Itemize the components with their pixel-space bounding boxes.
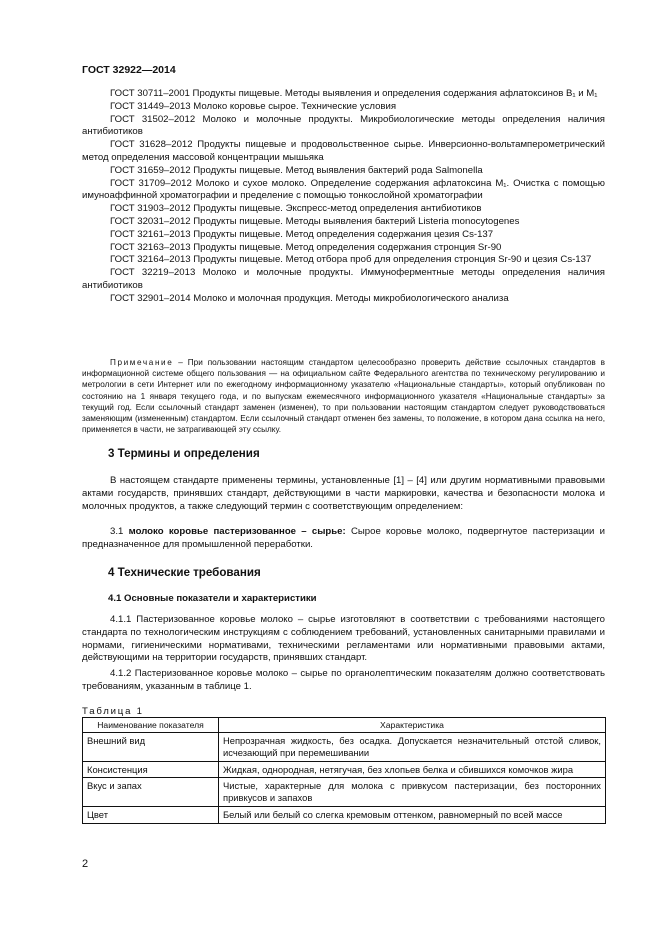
table-row <box>83 733 606 762</box>
reference-item: ГОСТ 32219–2013 Молоко и молочные продукты. Иммуноферментные методы определения наличия антибиотиков <box>82 267 605 291</box>
term-number: 3.1 <box>110 526 129 537</box>
term-definition: Сырое коровье молоко, подвергнутое пастеризации и предназначенное для промышленной переработки. <box>82 526 605 550</box>
normative-references <box>82 88 605 306</box>
reference-item: ГОСТ 31709–2012 Молоко и сухое молоко. Определение содержания афлатоксина M₁. Очистка с помощью имуноаффинной хроматографии и пределение с помощью тонкослойной хроматографии <box>82 177 605 202</box>
table-caption: Таблица 1 <box>82 706 144 717</box>
term-name: молоко коровье пастеризованное – сырье: <box>128 526 346 537</box>
section-3-title: 3 Термины и определения <box>108 447 260 460</box>
indicator-cell: Цвет <box>83 806 219 823</box>
note-text: – При пользовании настоящим стандартом целесообразно проверить действие ссылочных стандартов в информационной системе общего пользования — на официальном сайте Федерального агентства по техническому регулированию и метрологии в сети Интернет или по ежегодному информационному указателю «Национальные стандарты», который опубликован по состоянию на 1 января текущего года, и по выпускам ежемесячного информационного указателя «Национальные стандарты» за текущий год. Если ссылочный стандарт заменен (изменен), то при пользовании настоящим стандартом следует руководствоваться заменяющим (измененным) стандартом. Если ссылочный стандарт отменен без замены, то положение, в котором дана ссылка на него, применяется в части, не затрагивающей эту ссылку. <box>82 358 605 435</box>
reference-item: ГОСТ 31659–2012 Продукты пищевые. Метод выявления бактерий рода Salmonella <box>110 164 483 176</box>
page-number: 2 <box>82 858 89 870</box>
characteristic-cell: Чистые, характерные для молока с привкусом пастеризации, без посторонних привкусов и запахов <box>219 778 606 807</box>
column-header-characteristic: Характеристика <box>219 718 606 733</box>
reference-item: ГОСТ 31628–2012 Продукты пищевые и продовольственное сырье. Инверсионно-вольтамперометрический метод определения массовой концентрации мышьяка <box>82 139 605 163</box>
table-row <box>83 806 606 823</box>
reference-item: ГОСТ 31502–2012 Молоко и молочные продукты. Микробиологические методы определения наличия антибиотиков <box>82 113 605 138</box>
reference-item: ГОСТ 32164–2013 Продукты пищевые. Метод отбора проб для определения стронция Sr-90 и цезия Cs-137 <box>110 254 592 266</box>
reference-item: ГОСТ 32163–2013 Продукты пищевые. Метод определения содержания стронция Sr-90 <box>110 241 502 253</box>
page-header: ГОСТ 32922—2014 <box>82 64 176 76</box>
indicator-cell: Консистенция <box>83 761 219 778</box>
note-paragraph <box>82 357 605 435</box>
table-row <box>83 778 606 807</box>
indicator-cell: Внешний вид <box>83 733 219 762</box>
section-4-title: 4 Технические требования <box>108 566 261 579</box>
indicator-cell: Вкус и запах <box>83 778 219 807</box>
subsection-4-1-title: 4.1 Основные показатели и характеристики <box>108 593 317 604</box>
note-label: Примечание <box>110 358 174 367</box>
reference-item: ГОСТ 31449–2013 Молоко коровье сырое. Технические условия <box>110 100 397 112</box>
characteristic-cell: Белый или белый со слегка кремовым оттенком, равномерный по всей массе <box>219 806 606 823</box>
reference-item: ГОСТ 31903–2012 Продукты пищевые. Экспресс-метод определения антибиотиков <box>110 203 482 215</box>
table-header-row <box>83 718 606 733</box>
clause-4-1-2: 4.1.2 Пастеризованное коровье молоко – сырье по органолептическим показателям должно соответствовать требованиям, указанным в таблице 1. <box>82 668 605 692</box>
term-3-1 <box>82 526 605 552</box>
characteristic-cell: Жидкая, однородная, нетягучая, без хлопьев белка и сбившихся комочков жира <box>219 761 606 778</box>
reference-item: ГОСТ 32031–2012 Продукты пищевые. Методы выявления бактерий Listeria monocytogenes <box>110 215 520 227</box>
reference-item: ГОСТ 32161–2013 Продукты пищевые. Метод определения содержания цезия Cs-137 <box>110 228 494 240</box>
table-1 <box>82 717 606 824</box>
clause-4-1-1: 4.1.1 Пастеризованное коровье молоко – сырье изготовляют в соответствии с требованиями настоящего стандарта по технологическим инструкциям с соблюдением требований, установленных санитарными правилами и нормами, гигиеническими нормативами, техническими регламентами или нормативными правовыми актами, действующими на территории государств, принявших стандарт. <box>82 614 605 664</box>
characteristic-cell: Непрозрачная жидкость, без осадка. Допускается незначительный отстой сливок, исчезающий при перемешивании <box>219 733 606 762</box>
column-header-indicator: Наименование показателя <box>83 718 219 733</box>
reference-item: ГОСТ 30711–2001 Продукты пищевые. Методы выявления и определения содержания афлатоксинов B₁ и M₁ <box>110 88 598 99</box>
reference-item: ГОСТ 32901–2014 Молоко и молочная продукция. Методы микробиологического анализа <box>110 292 509 304</box>
section-3-intro: В настоящем стандарте применены термины, установленные [1] – [4] или другим нормативными правовыми актами государств, принявших стандарт, действующими в части маркировки, качества и безопасности молока и молочных продуктов, а также следующий термин с соответствующим определением: <box>82 475 605 512</box>
table-row <box>83 761 606 778</box>
